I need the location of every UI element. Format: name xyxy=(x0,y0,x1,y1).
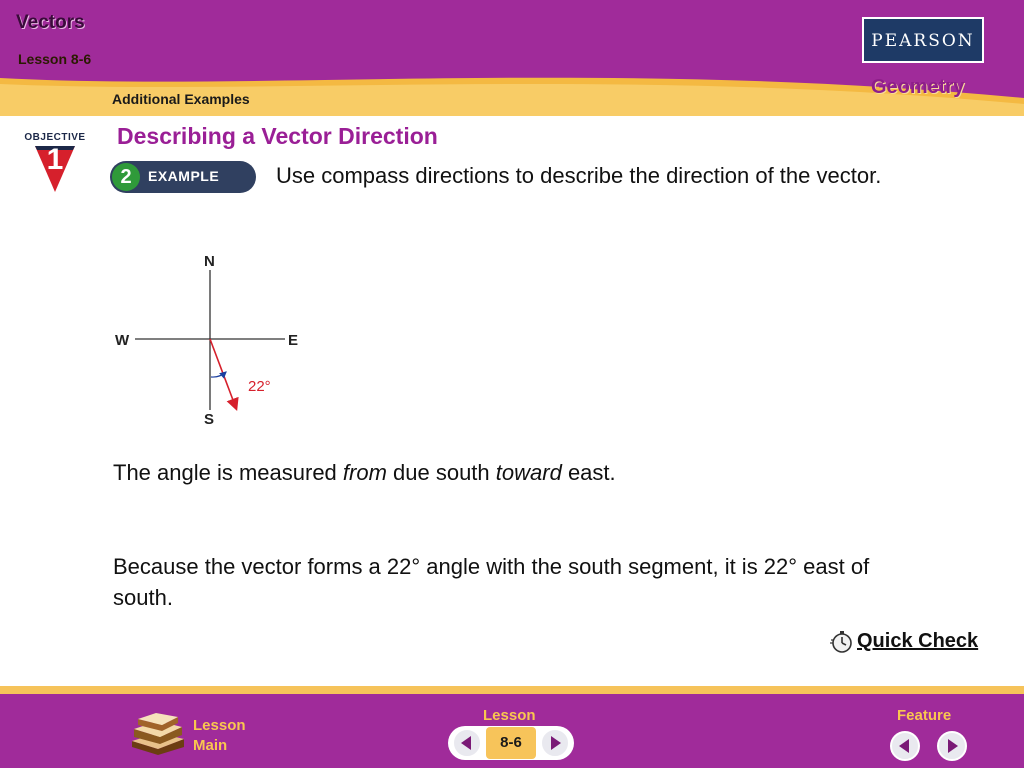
explanation-text: The angle is measured xyxy=(113,460,343,485)
answer-paragraph: Because the vector forms a 22° angle with the south segment, it is 22° east of south. xyxy=(113,554,870,610)
footer-stripe xyxy=(0,686,1024,694)
emphasis-toward: toward xyxy=(495,460,562,485)
lesson-label: Lesson 8-6 xyxy=(18,51,92,67)
lesson-next-button[interactable] xyxy=(540,728,570,758)
feature-prev-button[interactable] xyxy=(890,731,920,761)
header-banner xyxy=(0,0,1024,116)
angle-label: 22° xyxy=(248,378,271,395)
compass-east-label: E xyxy=(288,332,299,349)
objective-number: 1 xyxy=(46,143,64,176)
compass-north-label: N xyxy=(204,253,215,270)
compass-diagram xyxy=(110,248,310,433)
course-label: Geometry xyxy=(871,76,965,98)
lesson-main-line2: Main xyxy=(193,737,228,754)
explanation-text: due south xyxy=(386,460,496,485)
lesson-prev-button[interactable] xyxy=(452,728,482,758)
lesson-main-line1: Lesson xyxy=(193,717,246,734)
stopwatch-icon xyxy=(830,630,854,654)
arrow-right-icon xyxy=(939,733,965,759)
feature-nav-label: Feature xyxy=(897,707,952,724)
emphasis-from: from xyxy=(342,460,387,485)
example-number: 2 xyxy=(112,163,140,191)
explanation-text: east. xyxy=(561,460,616,485)
arrow-right-icon xyxy=(542,730,568,756)
books-icon[interactable] xyxy=(128,711,186,755)
section-label: Additional Examples xyxy=(112,91,250,107)
vector-arrow xyxy=(210,339,236,408)
example-label: EXAMPLE xyxy=(148,168,220,184)
quick-check-label: Quick Check xyxy=(857,630,979,652)
pearson-logo: PEARSON xyxy=(862,17,984,63)
example-instruction: Use compass directions to describe the direction of the vector. xyxy=(276,163,882,188)
lesson-main-link[interactable] xyxy=(193,716,246,756)
arrow-left-icon xyxy=(892,733,918,759)
topic-title: Vectors xyxy=(16,12,85,33)
page-title: Describing a Vector Direction xyxy=(117,123,438,149)
lesson-nav-label: Lesson xyxy=(483,707,536,724)
objective-label: OBJECTIVE xyxy=(24,132,86,143)
lesson-number: 8-6 xyxy=(486,727,536,759)
feature-next-button[interactable] xyxy=(937,731,967,761)
compass-south-label: S xyxy=(204,411,215,428)
arrow-left-icon xyxy=(454,730,480,756)
explanation-paragraph xyxy=(113,460,616,486)
compass-west-label: W xyxy=(115,332,130,349)
objective-badge xyxy=(20,132,90,196)
example-badge xyxy=(110,161,256,193)
